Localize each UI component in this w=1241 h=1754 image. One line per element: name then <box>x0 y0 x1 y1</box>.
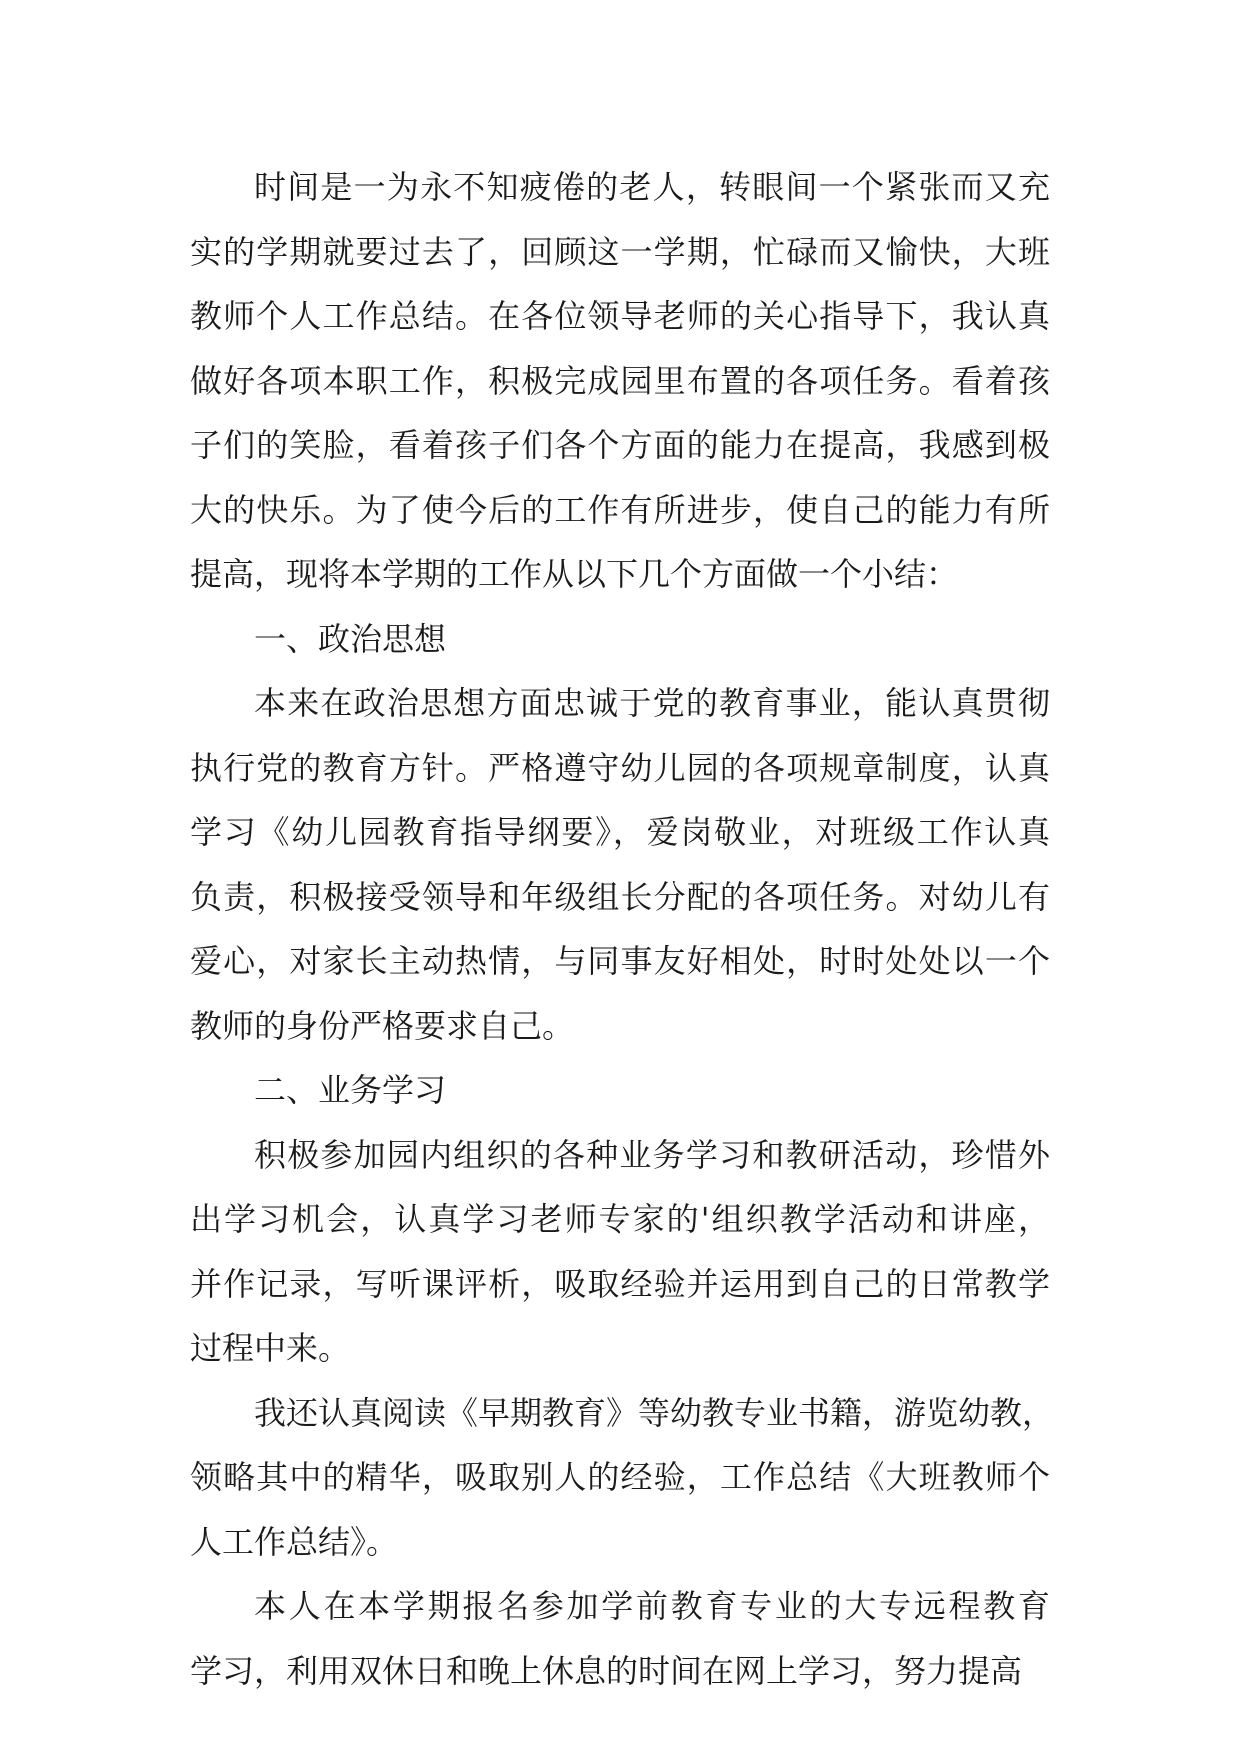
text-line: 执行党的教育方针。严格遵守幼儿园的各项规章制度，认真 <box>190 748 1050 787</box>
text-line: 爱心，对家长主动热情，与同事友好相处，时时处处以一个 <box>190 942 1050 980</box>
text-line: 大的快乐。为了使今后的工作有所进步，使自己的能力有所 <box>190 490 1050 529</box>
text-line: 我还认真阅读《早期教育》等幼教专业书籍，游览幼教， <box>254 1393 1055 1432</box>
text-line: 出学习机会，认真学习老师专家的'组织教学活动和讲座， <box>190 1200 1050 1238</box>
section-heading <box>190 607 1050 672</box>
text-line: 学习《幼儿园教育指导纲要》，爱岗敬业，对班级工作认真 <box>190 813 1050 851</box>
text-line: 人工作总结》。 <box>190 1522 399 1561</box>
text-line: 负责，积极接受领导和年级组长分配的各项任务。对幼儿有 <box>190 877 1050 916</box>
body-paragraph <box>190 671 1050 1058</box>
text-line: 实的学期就要过去了，回顾这一学期，忙碌而又愉快，大班 <box>190 232 1050 271</box>
text-line: 做好各项本职工作，积极完成园里布置的各项任务。看着孩 <box>190 361 1050 400</box>
text-line: 一、政治思想 <box>254 619 447 658</box>
text-line: 积极参加园内组织的各种业务学习和教研活动，珍惜外 <box>254 1135 1050 1174</box>
text-line: 时间是一为永不知疲倦的老人，转眼间一个紧张而又充 <box>254 168 1050 206</box>
text-line: 二、业务学习 <box>254 1071 447 1109</box>
body-paragraph <box>190 1381 1055 1575</box>
text-line: 提高，现将本学期的工作从以下几个方面做一个小结： <box>190 555 959 593</box>
text-line: 并作记录，写听课评析，吸取经验并运用到自己的日常教学 <box>190 1264 1050 1303</box>
text-line: 教师个人工作总结。在各位领导老师的关心指导下，我认真 <box>190 297 1050 335</box>
text-line: 子们的笑脸，看着孩子们各个方面的能力在提高，我感到极 <box>190 426 1050 464</box>
body-paragraph <box>190 155 1050 607</box>
text-line: 教师的身份严格要求自己。 <box>190 1006 575 1045</box>
text-line: 学习，利用双休日和晚上休息的时间在网上学习，努力提高 <box>190 1651 1023 1690</box>
text-line: 领略其中的精华，吸取别人的经验，工作总结《大班教师个 <box>190 1458 1050 1496</box>
text-line: 本来在政治思想方面忠诚于党的教育事业，能认真贯彻 <box>254 684 1050 722</box>
text-line: 本人在本学期报名参加学前教育专业的大专远程教育 <box>254 1587 1050 1625</box>
text-line: 过程中来。 <box>190 1329 351 1367</box>
section-heading <box>190 1058 1050 1123</box>
document-body <box>190 155 1055 1703</box>
body-paragraph <box>190 1123 1050 1381</box>
body-paragraph <box>190 1574 1050 1703</box>
